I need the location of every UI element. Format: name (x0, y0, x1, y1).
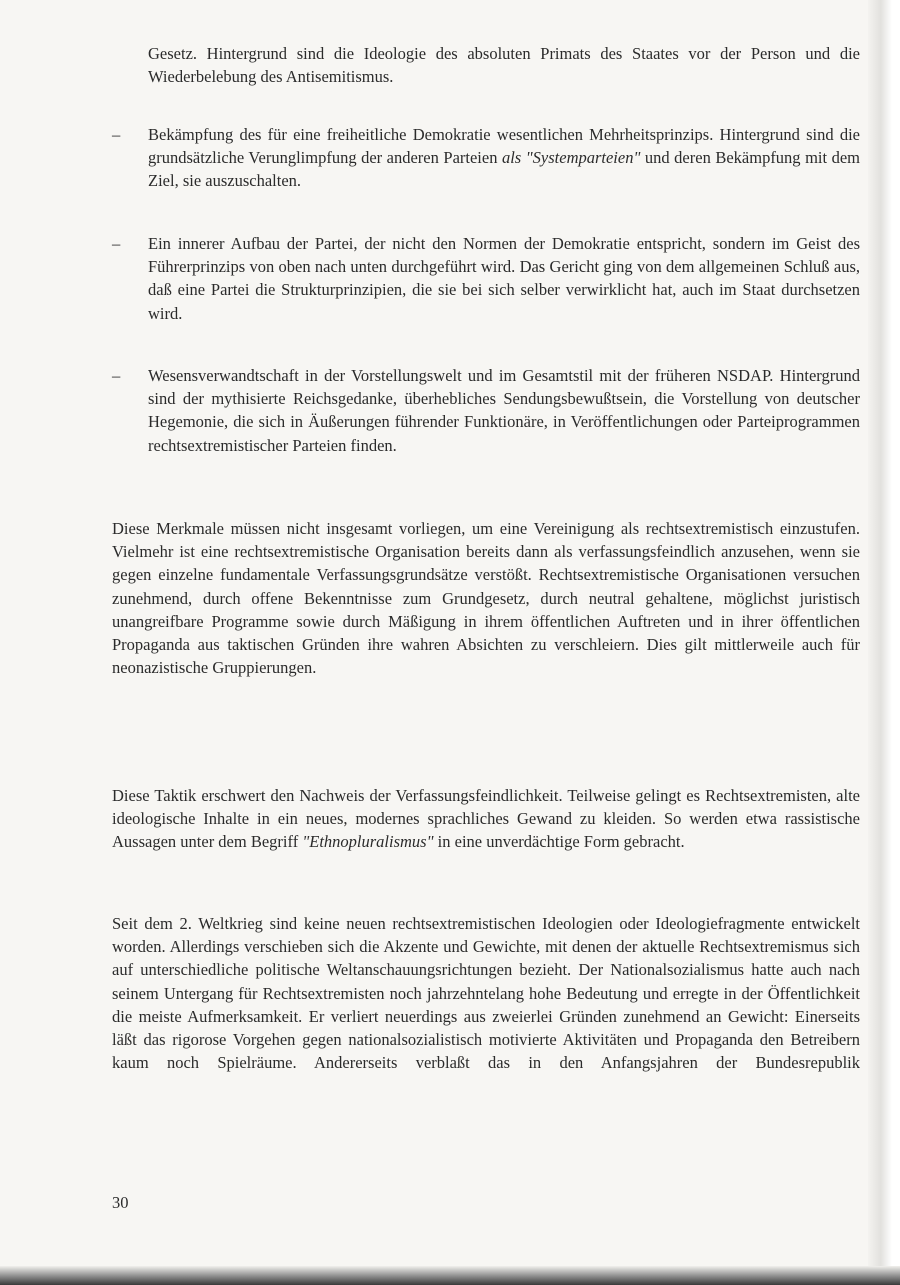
list-dash: – (112, 366, 121, 385)
list-dash: – (112, 234, 121, 253)
intro-paragraph: Gesetz. Hintergrund sind die Ideologie des absoluten Primats des Staates vor der Person und die Wiederbelebung des Antisemitismus. (148, 44, 860, 87)
list-item-text-end: und deren Bekämpfung mit dem Ziel, sie auszuschalten. (148, 148, 860, 191)
paragraph-text-end: in eine unverdächtige Form gebracht. (433, 832, 685, 852)
list-item: Ein innerer Aufbau der Partei, der nicht den Normen der Demokratie entspricht, sondern im Geist des Führerprinzips von oben nach unten durchgeführt wird. Das Gericht ging von dem allgemeinen Schluß aus, daß eine Partei die Strukturprinzipien, die sie bei sich selber verwirklicht hat, auch im Staat durchsetzen wird. (148, 234, 860, 323)
body-paragraph: Diese Merkmale müssen nicht insgesamt vorliegen, um eine Vereinigung als rechtsextremistisch einzustufen. Vielmehr ist eine rechtsextremistische Organisation bereits dann als verfassungsfeindlich anzusehen, wenn sie gegen einzelne fundamentale Verfassungsgrundsätze verstößt. Rechtsextremistische Organisationen versuchen zunehmend, durch offene Bekenntnisse zum Grundgesetz, durch neutral gehaltene, möglichst juristisch unangreifbare Programme sowie durch Mäßigung in ihrem öffentlichen Auftreten und in ihrer öffentlichen Propaganda aus taktischen Gründen ihre wahren Absichten zu verschleiern. Dies gilt mittlerweile auch für neonazistische Gruppierungen. (112, 519, 860, 678)
list-item-text: Bekämpfung des für eine freiheitliche Demokratie wesentlichen Mehrheitsprinzips. Hintergrund sind die grundsätzliche Verunglimpfung der anderen Parteien (148, 125, 860, 168)
list-item-emphasis: als "Systemparteien" (501, 148, 641, 168)
page-number: 30 (112, 1193, 129, 1212)
list-item: Wesensverwandtschaft in der Vorstellungswelt und im Gesamtstil mit der früheren NSDAP. Hintergrund sind der mythisierte Reichsgedanke, überhebliches Sendungsbewußtsein, die Vorstellung von deutscher Hegemonie, die sich in Äußerungen führender Funktionäre, in Veröffentlichungen oder Parteiprogrammen rechtsextremistischer Parteien finden. (148, 366, 860, 455)
list-item (148, 123, 860, 193)
page-edge-shadow (868, 0, 900, 1285)
paragraph-emphasis: "Ethnopluralismus" (302, 832, 434, 852)
page-bottom-shadow (0, 1266, 900, 1285)
paragraph-text: Diese Taktik erschwert den Nachweis der Verfassungsfeindlichkeit. Teilweise gelingt es Rechtsextremisten, alte ideologische Inhalte in ein neues, modernes sprachliches Gewand zu kleiden. So werden etwa rassistische Aussagen unter dem Begriff (112, 786, 860, 852)
body-paragraph (112, 784, 860, 854)
body-paragraph: Seit dem 2. Weltkrieg sind keine neuen rechtsextremistischen Ideologien oder Ideologiefragmente entwickelt worden. Allerdings verschieben sich die Akzente und Gewichte, mit denen der aktuelle Rechtsextremismus sich auf unterschiedliche politische Weltanschauungsrichtungen bezieht. Der Nationalsozialismus hatte auch nach seinem Untergang für Rechtsextremisten noch jahrzehntelang hohe Bedeutung und erregte in der Öffentlichkeit die meiste Aufmerksamkeit. Er verliert neuerdings aus zweierlei Gründen zunehmend an Gewicht: Einerseits läßt das rigorose Vorgehen gegen nationalsozialistisch motivierte Aktivitäten und Propaganda den Betreibern kaum noch Spielräume. Andererseits verblaßt das in den Anfangsjahren der Bundesrepublik (112, 914, 860, 1073)
list-dash: – (112, 125, 121, 144)
